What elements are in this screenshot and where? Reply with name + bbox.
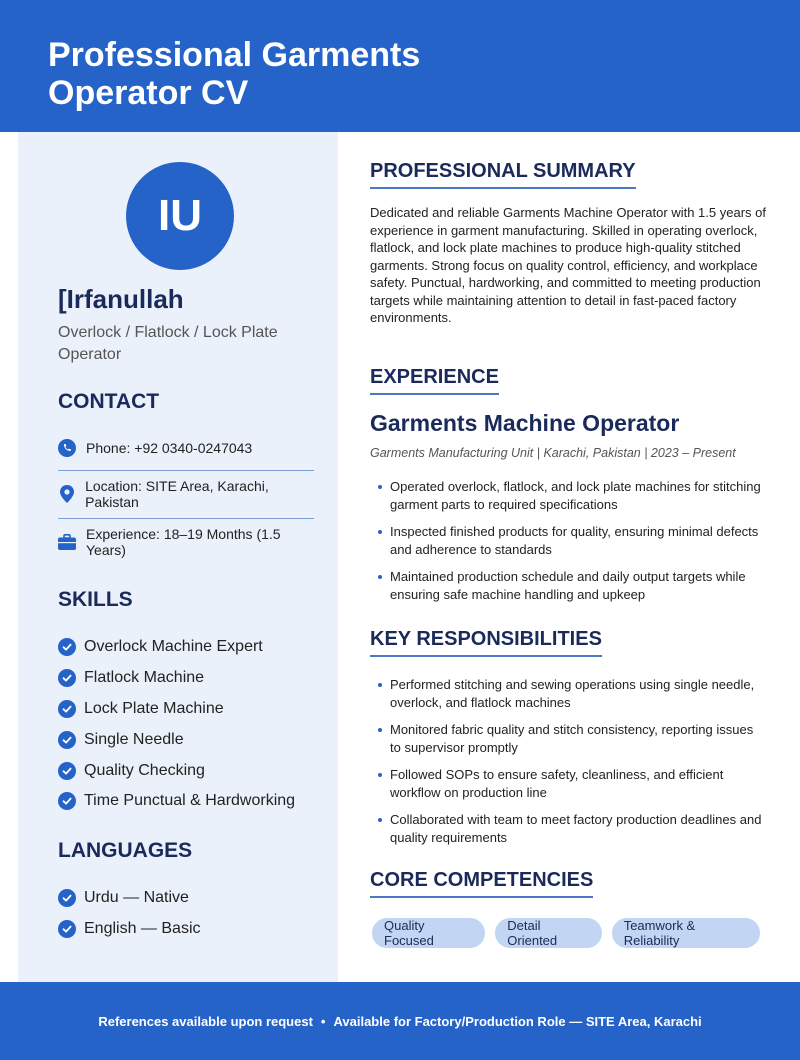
list-item: Monitored fabric quality and stitch consistency, reporting issues to supervisor promptly bbox=[378, 721, 763, 757]
competencies-heading: CORE COMPETENCIES bbox=[370, 869, 593, 898]
location-text: Location: SITE Area, Karachi, Pakistan bbox=[85, 478, 269, 510]
competency-pill: Detail Oriented bbox=[495, 918, 601, 948]
role-line-2: Operator bbox=[58, 346, 122, 363]
check-icon bbox=[58, 792, 76, 810]
footer-references: References available upon request bbox=[98, 1013, 313, 1029]
list-item bbox=[58, 914, 201, 945]
skill-label: Lock Plate Machine bbox=[84, 699, 224, 717]
check-icon bbox=[58, 889, 76, 907]
list-item bbox=[58, 786, 295, 817]
title-line-1: Professional Garments bbox=[48, 36, 421, 74]
skill-label: Overlock Machine Expert bbox=[84, 638, 263, 656]
competency-pills bbox=[372, 918, 770, 948]
footer-separator: • bbox=[320, 1013, 326, 1029]
contact-experience bbox=[58, 520, 314, 564]
job-title: Garments Machine Operator bbox=[370, 410, 680, 436]
candidate-role bbox=[58, 322, 328, 366]
experience-text: Experience: 18–19 Months (1.5 Years) bbox=[86, 526, 281, 558]
list-item: Maintained production schedule and daily output targets while ensuring safe machine handling and upkeep bbox=[378, 568, 763, 604]
check-icon bbox=[58, 731, 76, 749]
contact-divider bbox=[58, 470, 314, 471]
check-icon bbox=[58, 669, 76, 687]
list-item: Performed stitching and sewing operations using single needle, overlock, and flatlock machines bbox=[378, 676, 763, 712]
location-pin-icon bbox=[58, 485, 75, 503]
page-title bbox=[48, 36, 420, 112]
languages-list bbox=[58, 883, 201, 945]
skills-list bbox=[58, 632, 295, 817]
skills-heading: SKILLS bbox=[58, 588, 133, 611]
check-icon bbox=[58, 638, 76, 656]
briefcase-icon bbox=[58, 533, 76, 551]
responsibilities-heading: KEY RESPONSIBILITIES bbox=[370, 628, 602, 657]
avatar: IU bbox=[126, 162, 234, 270]
page-footer bbox=[0, 982, 800, 1060]
responsibilities-bullets bbox=[378, 676, 763, 847]
phone-text: Phone: +92 0340-0247043 bbox=[86, 440, 253, 456]
list-item: Inspected finished products for quality, ensuring minimal defects and adherence to standards bbox=[378, 523, 763, 559]
check-icon bbox=[58, 762, 76, 780]
skill-label: Flatlock Machine bbox=[84, 669, 205, 687]
languages-heading: LANGUAGES bbox=[58, 839, 193, 862]
title-line-2: Operator CV bbox=[48, 74, 249, 112]
list-item bbox=[58, 694, 295, 725]
page-header bbox=[0, 0, 800, 132]
role-line-1: Overlock / Flatlock / Lock Plate bbox=[58, 324, 278, 341]
list-item bbox=[58, 883, 201, 914]
competency-pill: Quality Focused bbox=[372, 918, 485, 948]
sidebar bbox=[18, 132, 338, 982]
list-item bbox=[58, 755, 295, 786]
skill-label: Quality Checking bbox=[84, 761, 205, 779]
contact-location bbox=[58, 472, 314, 516]
summary-heading: PROFESSIONAL SUMMARY bbox=[370, 160, 636, 189]
contact-heading: CONTACT bbox=[58, 390, 160, 413]
experience-heading: EXPERIENCE bbox=[370, 366, 499, 395]
footer-availability: Available for Factory/Production Role — SITE Area, Karachi bbox=[333, 1013, 702, 1029]
candidate-name: [Irfanullah bbox=[58, 284, 184, 314]
phone-icon bbox=[58, 439, 76, 457]
list-item bbox=[58, 724, 295, 755]
contact-divider bbox=[58, 518, 314, 519]
skill-label: Single Needle bbox=[84, 730, 184, 748]
list-item bbox=[58, 663, 295, 694]
language-label: Urdu — Native bbox=[84, 889, 189, 907]
language-label: English — Basic bbox=[84, 920, 201, 938]
list-item bbox=[58, 632, 295, 663]
summary-text: Dedicated and reliable Garments Machine Operator with 1.5 years of experience in garment manufacturing. Skilled in operating overlock, flatlock, and lock plate machines to produce high-quality stitched garments. Strong focus on quality control, efficiency, and workplace safety. Punctual, hardworking, and committed to meeting production targets while maintaining attention to detail in fast-paced factory environments. bbox=[370, 205, 766, 325]
contact-phone bbox=[58, 426, 314, 470]
job-meta: Garments Manufacturing Unit | Karachi, Pakistan | 2023 – Present bbox=[370, 446, 736, 460]
check-icon bbox=[58, 700, 76, 718]
list-item: Followed SOPs to ensure safety, cleanliness, and efficient workflow on production line bbox=[378, 766, 763, 802]
experience-bullets bbox=[378, 478, 763, 604]
check-icon bbox=[58, 920, 76, 938]
list-item: Operated overlock, flatlock, and lock plate machines for stitching garment parts to required specifications bbox=[378, 478, 763, 514]
list-item: Collaborated with team to meet factory production deadlines and quality requirements bbox=[378, 811, 763, 847]
competency-pill: Teamwork & Reliability bbox=[612, 918, 760, 948]
skill-label: Time Punctual & Hardworking bbox=[84, 792, 296, 810]
